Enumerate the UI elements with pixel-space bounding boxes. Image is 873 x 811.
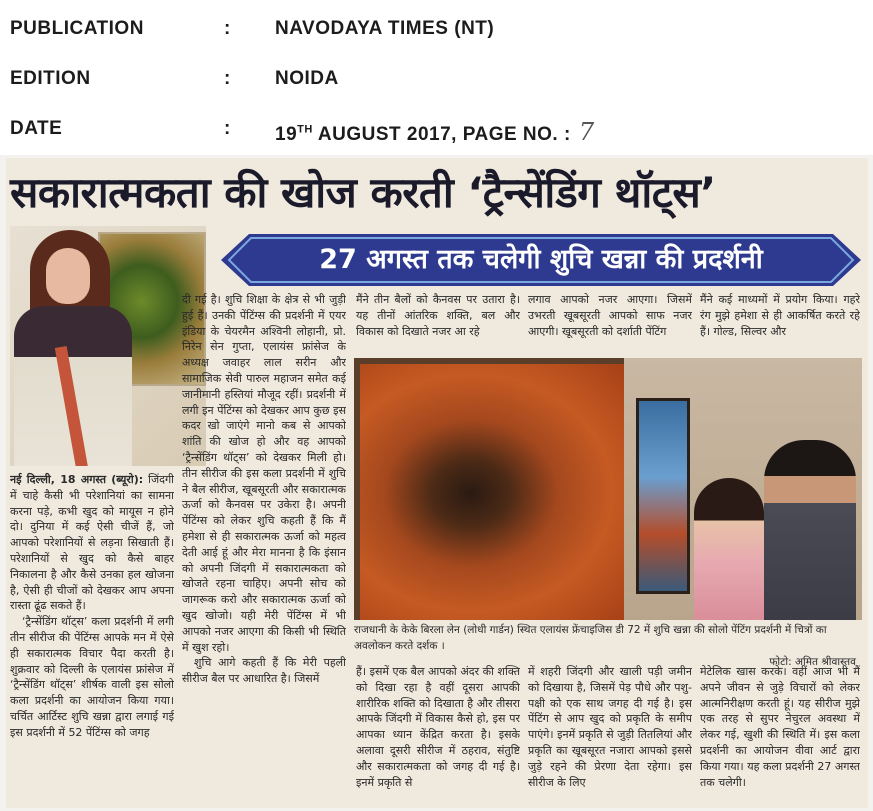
framed-painting xyxy=(636,398,690,594)
col1-body2: ‘ट्रैन्सेंडिंग थॉट्स’ कला प्रदर्शनी में लगी तीन सीरीज की पेंटिंग्स आपके मन में ऐसे ही सकारात्मक विचार पैदा करती है। शुक्रवार को दिल्ली के एलायंस फ्रांसेज में ‘ट्रैन्सेंडिंग थॉट्स’ शीर्षक वाली इस सोलो कला प्रदर्शनी का आयोजन किया गया। चर्चित आर्टिस्ट शुचि खन्ना द्वारा लगाई गई इस प्रदर्शनी में 52 पेंटिंग्स को जगह xyxy=(10,615,174,739)
date-rest: AUGUST 2017, PAGE NO. : xyxy=(317,124,571,145)
col3-top: मैंने तीन बैलों को कैनवस पर उतारा है। यह तीनों आंतरिक शक्ति, बल और विकास को दिखाते नजर आ रहे xyxy=(356,293,520,338)
subheadline: 27 अगस्त तक चलेगी शुचि खन्ना की प्रदर्शनी xyxy=(319,244,763,275)
exhibition-photo xyxy=(354,358,862,620)
publication-label: PUBLICATION xyxy=(10,18,144,39)
date-value xyxy=(275,118,595,146)
dateline: नई दिल्ली, 18 अगस्त (ब्यूरो): xyxy=(10,473,144,486)
col2-body2: शुचि आगे कहती हैं कि मेरी पहली सीरीज बैल पर आधारित है। जिसमें xyxy=(182,656,346,686)
colon: : xyxy=(224,68,231,89)
edition-value: NOIDA xyxy=(275,68,339,89)
photo-caption xyxy=(354,622,862,668)
article-column-1 xyxy=(10,472,174,808)
colon: : xyxy=(224,118,231,139)
article-column-3-top xyxy=(356,292,520,354)
bull-painting xyxy=(360,364,624,620)
col5-bottom: मेटेलिक खास करके। वहीं आज भी मैं अपने जीवन से जुड़े विचारों को लेकर आत्मनिरीक्षण करती हूं। यह सीरीज मुझे एक तरह से सुपर नेचुरल अवस्था में लेकर गई, खुशी की स्थिति में। इस कला प्रदर्शनी का आयोजन वीवा आर्ट द्वारा किया गया। यह कला प्रदर्शनी 27 अगस्त तक चलेगी। xyxy=(700,665,860,789)
article-column-4-top xyxy=(528,292,692,354)
article-column-4-bottom xyxy=(528,664,692,808)
visitor-woman xyxy=(694,478,764,620)
date-suffix: TH xyxy=(297,123,313,136)
article-column-2 xyxy=(182,292,346,808)
photo-credit: फोटो: अमित श्रीवास्तव xyxy=(769,656,856,668)
article-column-3-bottom xyxy=(356,664,520,808)
colon: : xyxy=(224,18,231,39)
col4-bottom: में शहरी जिंदगी और खाली पड़ी जमीन को दिखाया है, जिसमें पेड़ पौधे और पशु-पक्षी को एक साथ जगह दी गई है। इस पेंटिंग से आप खुद को प्रकृति के समीप पाएंगे। इनमें प्रकृति से जुड़ी तितलियां और प्रकृति का खूबसूरत नजारा आपको इससे जुड़े रहने की प्रेरणा देता रहेगा। इस सीरीज के लिए xyxy=(528,665,692,789)
caption-text: राजधानी के केके बिरला लेन (लोधी गार्डन) स्थित एलायंस फ्रेंचाइजिस डी 72 में शुचि खन्ना की सोलो पेंटिंग प्रदर्शनी में चित्रों का अवलोकन करते दर्शक । xyxy=(354,624,827,652)
portrait-face xyxy=(46,248,90,304)
visitor-man xyxy=(764,440,856,620)
edition-label: EDITION xyxy=(10,68,91,89)
col5-top: मैंने कई माध्यमों में प्रयोग किया। गहरे रंग मुझे हमेशा से ही आकर्षित करते रहे हैं। गोल्ड, सिल्वर और xyxy=(700,293,860,338)
artist-portrait-photo xyxy=(10,226,206,466)
col4-top: लगाव आपको नजर आएगा। जिसमें उभरती खूबसूरती आपको साफ नजर आएगी। खूबसूरती को दर्शाती पेंटिंग xyxy=(528,293,692,338)
col3-bottom: हैं। इसमें एक बैल आपको अंदर की शक्ति को दिखा रहा है वहीं दूसरा आपकी शारीरिक शक्ति को दिखाता है और तीसरा आपके जिंदगी में विकास कैसे हो, इस पर आपका ध्यान केंद्रित करता है। इसके अलावा दूसरी सीरीज में ठहराव, संतुष्टि और सकारात्मकता को जगह दी गई है। इनमें प्रकृति से xyxy=(356,665,520,789)
col1-body: जिंदगी में चाहे कैसी भी परेशानियां का सामना करना पड़े, कभी खुद को मायूस न होने दो। दुनिया में कई ऐसी चीजें हैं, जो आपको परेशानियों से लड़ना सिखाती हैं। परेशानियों से खुद को कैसे बाहर निकालना है और कैसे उनका हल खोजना है, ऐसी ही चीजों को देखकर आप अपना रास्ता ढूंढ सकते हैं। xyxy=(10,473,174,613)
publication-value: NAVODAYA TIMES (NT) xyxy=(275,18,495,39)
clipping-metadata xyxy=(0,0,873,155)
date-label: DATE xyxy=(10,118,63,139)
newspaper-clipping xyxy=(6,158,868,808)
page-number: 7 xyxy=(578,118,595,146)
article-column-5-top xyxy=(700,292,860,354)
date-day: 19 xyxy=(275,124,298,145)
col2-body: दी गई है। शुचि शिक्षा के क्षेत्र से भी जुड़ी हुई हैं। उनकी पेंटिंग्स की प्रदर्शनी में एयर इंडिया के चेयरमैन अश्विनी लोहानी, प्रो. निरेन सेन गुप्ता, एलायंस फ्रांसेज के अध्यक्ष जवाहर लाल सरीन और सामाजिक सेवी पारुल महाजन समेत कई जानीमानी हस्तियां मौजूद रहीं। प्रदर्शनी में लगी इन पेंटिंग्स को देखकर आप कुछ इस कदर खो जाएंगे मानो कब से आपको शांति की खोज हो और वह आपको ‘ट्रैन्सेंडिंग थॉट्स’ को देखकर मिली हो। तीन सीरीज की इस कला प्रदर्शनी में शुचि ने बैल सीरीज, खूबसूरती और सकारात्मक ऊर्जा को कैनवस पर उकेरा है। अपनी पेंटिंग्स को लेकर शुचि कहती हैं कि मैं हमेशा से ही सकारात्मक ऊर्जा को महत्व देती आई हूं और मेरा मानना है कि इंसान को अपनी जिंदगी में सकारात्मकता को खोजते रहना चाहिए। अपनी सोच को जागरूक करो और सकारात्मक ऊर्जा को खुद खोजो। यही मेरी पेंटिंग्स में भी आपको नजर आएगा की किसी भी स्थिति में खुश रहो। xyxy=(182,293,346,654)
headline: सकारात्मकता की खोज करती ‘ट्रैन्सेंडिंग थॉट्स’ xyxy=(10,168,716,217)
subheadline-banner xyxy=(221,232,861,288)
article-column-5-bottom xyxy=(700,664,860,808)
